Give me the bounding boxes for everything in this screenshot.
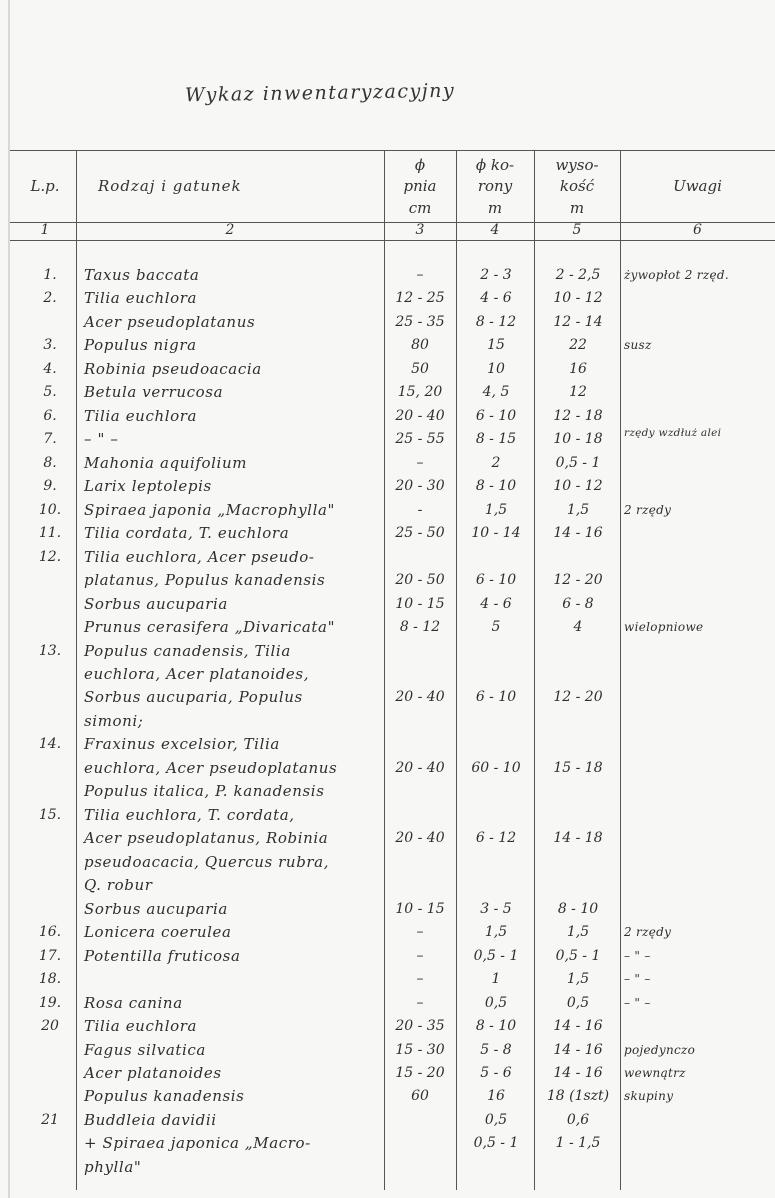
crown-diameter: 2 xyxy=(491,454,501,471)
crown-diameter: 10 xyxy=(487,360,505,377)
crown-diameter: 10 - 14 xyxy=(471,525,521,542)
table-row xyxy=(0,873,775,897)
table-row xyxy=(0,1061,775,1085)
row-number: 15. xyxy=(38,806,62,823)
trunk-diameter: 15 - 30 xyxy=(395,1041,445,1058)
trunk-diameter: 25 - 55 xyxy=(395,431,445,448)
trunk-diameter: 60 xyxy=(411,1088,429,1105)
trunk-diameter: – xyxy=(416,924,424,941)
height-value: 12 - 18 xyxy=(553,407,603,424)
header-korony-line2: rony xyxy=(477,177,513,195)
table-row xyxy=(0,498,775,522)
species-name: Q. robur xyxy=(84,876,153,895)
trunk-diameter: – xyxy=(416,454,424,471)
row-number: 12. xyxy=(38,548,62,565)
height-value: 2 - 2,5 xyxy=(555,267,601,283)
trunk-diameter: 20 - 40 xyxy=(395,759,445,776)
species-name: Populus kanadensis xyxy=(84,1087,245,1106)
table-row xyxy=(0,263,775,287)
table-row xyxy=(0,380,775,404)
table-row xyxy=(0,286,775,310)
table-row xyxy=(0,615,775,639)
species-name: Prunus cerasifera „Divaricata" xyxy=(84,618,336,637)
crown-diameter: 8 - 15 xyxy=(475,431,517,448)
species-name: euchlora, Acer platanoides, xyxy=(84,664,310,683)
crown-diameter: 4 - 6 xyxy=(480,595,512,612)
trunk-diameter: – xyxy=(416,994,424,1011)
header-uwagi: Uwagi xyxy=(673,177,722,195)
table-row xyxy=(0,803,775,827)
species-name: Betula verrucosa xyxy=(84,383,224,402)
height-value: 12 - 20 xyxy=(553,689,603,706)
crown-diameter: 6 - 12 xyxy=(475,830,517,847)
trunk-diameter: 20 - 30 xyxy=(395,478,445,495)
species-name: euchlora, Acer pseudoplatanus xyxy=(84,758,338,777)
height-value: 6 - 8 xyxy=(562,595,594,612)
row-number: 20 xyxy=(41,1018,59,1035)
species-name: simoni; xyxy=(84,711,144,730)
crown-diameter: 3 - 5 xyxy=(480,900,512,917)
species-name: platanus, Populus kanadensis xyxy=(84,571,326,590)
row-number: 5. xyxy=(43,384,57,401)
height-value: 12 - 14 xyxy=(553,313,603,330)
row-number: 16. xyxy=(38,924,62,941)
crown-diameter: 6 - 10 xyxy=(475,407,517,424)
species-name: Acer pseudoplatanus xyxy=(84,312,256,331)
header-wysokosc-line1: wyso- xyxy=(555,156,599,174)
crown-diameter: 5 - 8 xyxy=(480,1041,512,1058)
height-value: 1,5 xyxy=(566,924,590,941)
table-row xyxy=(0,639,775,663)
species-name: Populus nigra xyxy=(84,336,197,355)
remarks: 2 rzędy xyxy=(624,925,672,940)
header-name: Rodzaj i gatunek xyxy=(98,177,242,195)
species-name: Tilia cordata, T. euchlora xyxy=(84,524,290,543)
row-number: 14. xyxy=(38,736,62,753)
remarks: 2 rzędy xyxy=(624,502,672,517)
row-number: 2. xyxy=(43,290,57,307)
species-name: phylla" xyxy=(84,1157,142,1176)
remarks: wielopniowe xyxy=(624,620,704,635)
remarks: żywopłot 2 rzęd. xyxy=(624,268,729,282)
table-row xyxy=(0,991,775,1015)
species-name: Fraxinus excelsior, Tilia xyxy=(84,735,280,754)
species-name: Populus canadensis, Tilia xyxy=(84,641,291,660)
table-row xyxy=(0,662,775,686)
column-number-1: 1 xyxy=(40,222,50,238)
species-name: Tilia euchlora xyxy=(84,289,198,308)
trunk-diameter: 20 - 40 xyxy=(395,407,445,424)
table-row xyxy=(0,779,775,803)
height-value: 10 - 12 xyxy=(553,290,603,307)
trunk-diameter: – xyxy=(416,971,424,988)
trunk-diameter: 15 - 20 xyxy=(395,1064,445,1081)
species-name: Robinia pseudoacacia xyxy=(84,359,262,378)
table-row xyxy=(0,310,775,334)
trunk-diameter: 20 - 35 xyxy=(395,1018,445,1035)
table-row xyxy=(0,568,775,592)
species-name: Acer platanoides xyxy=(84,1063,222,1082)
crown-diameter: 0,5 - 1 xyxy=(473,1135,519,1152)
crown-diameter: 4, 5 xyxy=(482,384,510,401)
table-row xyxy=(0,1084,775,1108)
row-number: 6. xyxy=(43,407,57,424)
remarks: – " – xyxy=(624,995,651,1010)
row-number: 21 xyxy=(41,1111,59,1128)
column-number-3: 3 xyxy=(415,222,425,238)
table-row xyxy=(0,545,775,569)
table-row xyxy=(0,967,775,991)
species-name: Potentilla fruticosa xyxy=(84,946,241,965)
remarks: skupiny xyxy=(624,1089,674,1104)
height-value: 1,5 xyxy=(566,971,590,988)
table-row xyxy=(0,1155,775,1179)
header-pnia-symbol: ϕ xyxy=(414,156,426,174)
trunk-diameter: 20 - 40 xyxy=(395,830,445,847)
header-pnia-unit: cm xyxy=(408,199,432,217)
table-row xyxy=(0,826,775,850)
trunk-diameter: – xyxy=(416,947,424,964)
height-value: 15 - 18 xyxy=(553,759,603,776)
trunk-diameter: – xyxy=(416,267,424,283)
remarks: rzędy wzdłuż alei xyxy=(624,427,722,440)
table-row xyxy=(0,850,775,874)
table-row xyxy=(0,1131,775,1155)
column-number-2: 2 xyxy=(225,222,235,238)
trunk-diameter: 15, 20 xyxy=(397,384,443,401)
species-name: Tilia euchlora, Acer pseudo- xyxy=(84,547,315,566)
crown-diameter: 8 - 10 xyxy=(475,478,517,495)
crown-diameter: 8 - 12 xyxy=(475,313,517,330)
crown-diameter: 4 - 6 xyxy=(480,290,512,307)
header-wysokosc-unit: m xyxy=(569,199,585,217)
table-row xyxy=(0,944,775,968)
trunk-diameter: 25 - 50 xyxy=(395,525,445,542)
trunk-diameter: 80 xyxy=(411,337,429,354)
row-number: 8. xyxy=(43,454,57,471)
row-number: 3. xyxy=(43,337,57,354)
table-row xyxy=(0,685,775,709)
species-name: Sorbus aucuparia xyxy=(84,594,228,613)
height-value: 4 xyxy=(573,619,583,636)
trunk-diameter: 50 xyxy=(411,360,429,377)
row-number: 11. xyxy=(38,525,62,542)
trunk-diameter: 25 - 35 xyxy=(395,313,445,330)
column-number-5: 5 xyxy=(572,222,582,238)
trunk-diameter: 8 - 12 xyxy=(399,619,441,636)
table-row xyxy=(0,897,775,921)
height-value: 10 - 18 xyxy=(553,431,603,448)
remarks: wewnątrz xyxy=(624,1065,686,1080)
row-number: 1. xyxy=(43,267,57,283)
header-wysokosc-line2: kość xyxy=(559,177,595,195)
height-value: 12 xyxy=(569,384,587,401)
height-value: 0,5 - 1 xyxy=(555,454,601,471)
crown-diameter: 2 - 3 xyxy=(480,267,512,283)
table-row xyxy=(0,521,775,545)
species-name: Buddleia davidii xyxy=(84,1110,217,1129)
remarks: susz xyxy=(624,338,652,353)
species-name: Acer pseudoplatanus, Robinia xyxy=(84,829,329,848)
species-name: pseudoacacia, Quercus rubra, xyxy=(84,852,330,871)
crown-diameter: 6 - 10 xyxy=(475,572,517,589)
crown-diameter: 8 - 10 xyxy=(475,1018,517,1035)
row-number: 13. xyxy=(38,642,62,659)
table-row xyxy=(0,732,775,756)
species-name: Fagus silvatica xyxy=(84,1040,206,1059)
row-number: 7. xyxy=(43,431,57,448)
trunk-diameter: 20 - 50 xyxy=(395,572,445,589)
crown-diameter: 0,5 xyxy=(484,994,508,1011)
row-number: 18. xyxy=(38,971,62,988)
crown-diameter: 60 - 10 xyxy=(471,759,521,776)
height-value: 1,5 xyxy=(566,501,590,518)
table-row xyxy=(0,920,775,944)
height-value: 0,6 xyxy=(566,1111,590,1128)
remarks: – " – xyxy=(624,948,651,963)
table-row xyxy=(0,1108,775,1132)
crown-diameter: 1 xyxy=(491,971,501,988)
height-value: 0,5 xyxy=(566,994,590,1011)
trunk-diameter: - xyxy=(417,501,423,518)
table-row xyxy=(0,427,775,451)
species-name: + Spiraea japonica „Macro- xyxy=(84,1134,311,1153)
row-number: 4. xyxy=(43,360,57,377)
height-value: 18 (1szt) xyxy=(546,1088,610,1105)
crown-diameter: 16 xyxy=(487,1088,505,1105)
table-row xyxy=(0,709,775,733)
crown-diameter: 0,5 xyxy=(484,1111,508,1128)
header-pnia-label: pnia xyxy=(403,177,437,195)
height-value: 14 - 18 xyxy=(553,830,603,847)
height-value: 14 - 16 xyxy=(553,1041,603,1058)
height-value: 16 xyxy=(569,360,587,377)
species-name: Populus italica, P. kanadensis xyxy=(84,782,325,801)
height-value: 14 - 16 xyxy=(553,1018,603,1035)
table-row xyxy=(0,1038,775,1062)
column-number-4: 4 xyxy=(490,222,500,238)
trunk-diameter: 10 - 15 xyxy=(395,900,445,917)
trunk-diameter: 20 - 40 xyxy=(395,689,445,706)
species-name: Sorbus aucuparia, Populus xyxy=(84,688,303,707)
header-lp: L.p. xyxy=(30,177,60,195)
height-value: 8 - 10 xyxy=(557,900,599,917)
species-name: Tilia euchlora xyxy=(84,1017,198,1036)
species-name: Tilia euchlora, T. cordata, xyxy=(84,805,295,824)
table-row xyxy=(0,357,775,381)
row-number: 9. xyxy=(43,478,57,495)
height-value: 14 - 16 xyxy=(553,525,603,542)
species-name: – " – xyxy=(84,430,119,449)
species-name: Lonicera coerulea xyxy=(84,923,232,942)
row-number: 19. xyxy=(38,994,62,1011)
table-row xyxy=(0,404,775,428)
species-name: Tilia euchlora xyxy=(84,406,198,425)
trunk-diameter: 12 - 25 xyxy=(395,290,445,307)
remarks: – " – xyxy=(624,972,651,987)
table-row xyxy=(0,1014,775,1038)
table-row xyxy=(0,451,775,475)
height-value: 10 - 12 xyxy=(553,478,603,495)
height-value: 0,5 - 1 xyxy=(555,947,601,964)
crown-diameter: 6 - 10 xyxy=(475,689,517,706)
species-name: Rosa canina xyxy=(84,993,183,1012)
remarks: pojedynczo xyxy=(624,1042,696,1057)
row-number: 17. xyxy=(38,947,62,964)
table-row xyxy=(0,474,775,498)
height-value: 12 - 20 xyxy=(553,572,603,589)
species-name: Sorbus aucuparia xyxy=(84,899,228,918)
page-title: Wykaz inwentaryzacyjny xyxy=(184,79,456,107)
crown-diameter: 5 xyxy=(491,619,501,636)
crown-diameter: 1,5 xyxy=(484,924,508,941)
crown-diameter: 15 xyxy=(487,337,505,354)
species-name: Taxus baccata xyxy=(84,266,200,284)
trunk-diameter: 10 - 15 xyxy=(395,595,445,612)
height-value: 14 - 16 xyxy=(553,1064,603,1081)
header-korony-line1: ϕ ko- xyxy=(475,156,515,174)
header-korony-unit: m xyxy=(487,199,503,217)
table-row xyxy=(0,333,775,357)
species-name: Larix leptolepis xyxy=(84,477,212,496)
species-name: Mahonia aquifolium xyxy=(84,453,248,472)
crown-diameter: 0,5 - 1 xyxy=(473,947,519,964)
table-row xyxy=(0,592,775,616)
table-row xyxy=(0,756,775,780)
column-number-6: 6 xyxy=(693,222,702,238)
crown-diameter: 1,5 xyxy=(484,501,508,518)
row-number: 10. xyxy=(38,501,62,518)
height-value: 1 - 1,5 xyxy=(555,1135,601,1152)
species-name: Spiraea japonia „Macrophylla" xyxy=(84,500,336,519)
crown-diameter: 5 - 6 xyxy=(480,1064,512,1081)
height-value: 22 xyxy=(569,337,587,354)
